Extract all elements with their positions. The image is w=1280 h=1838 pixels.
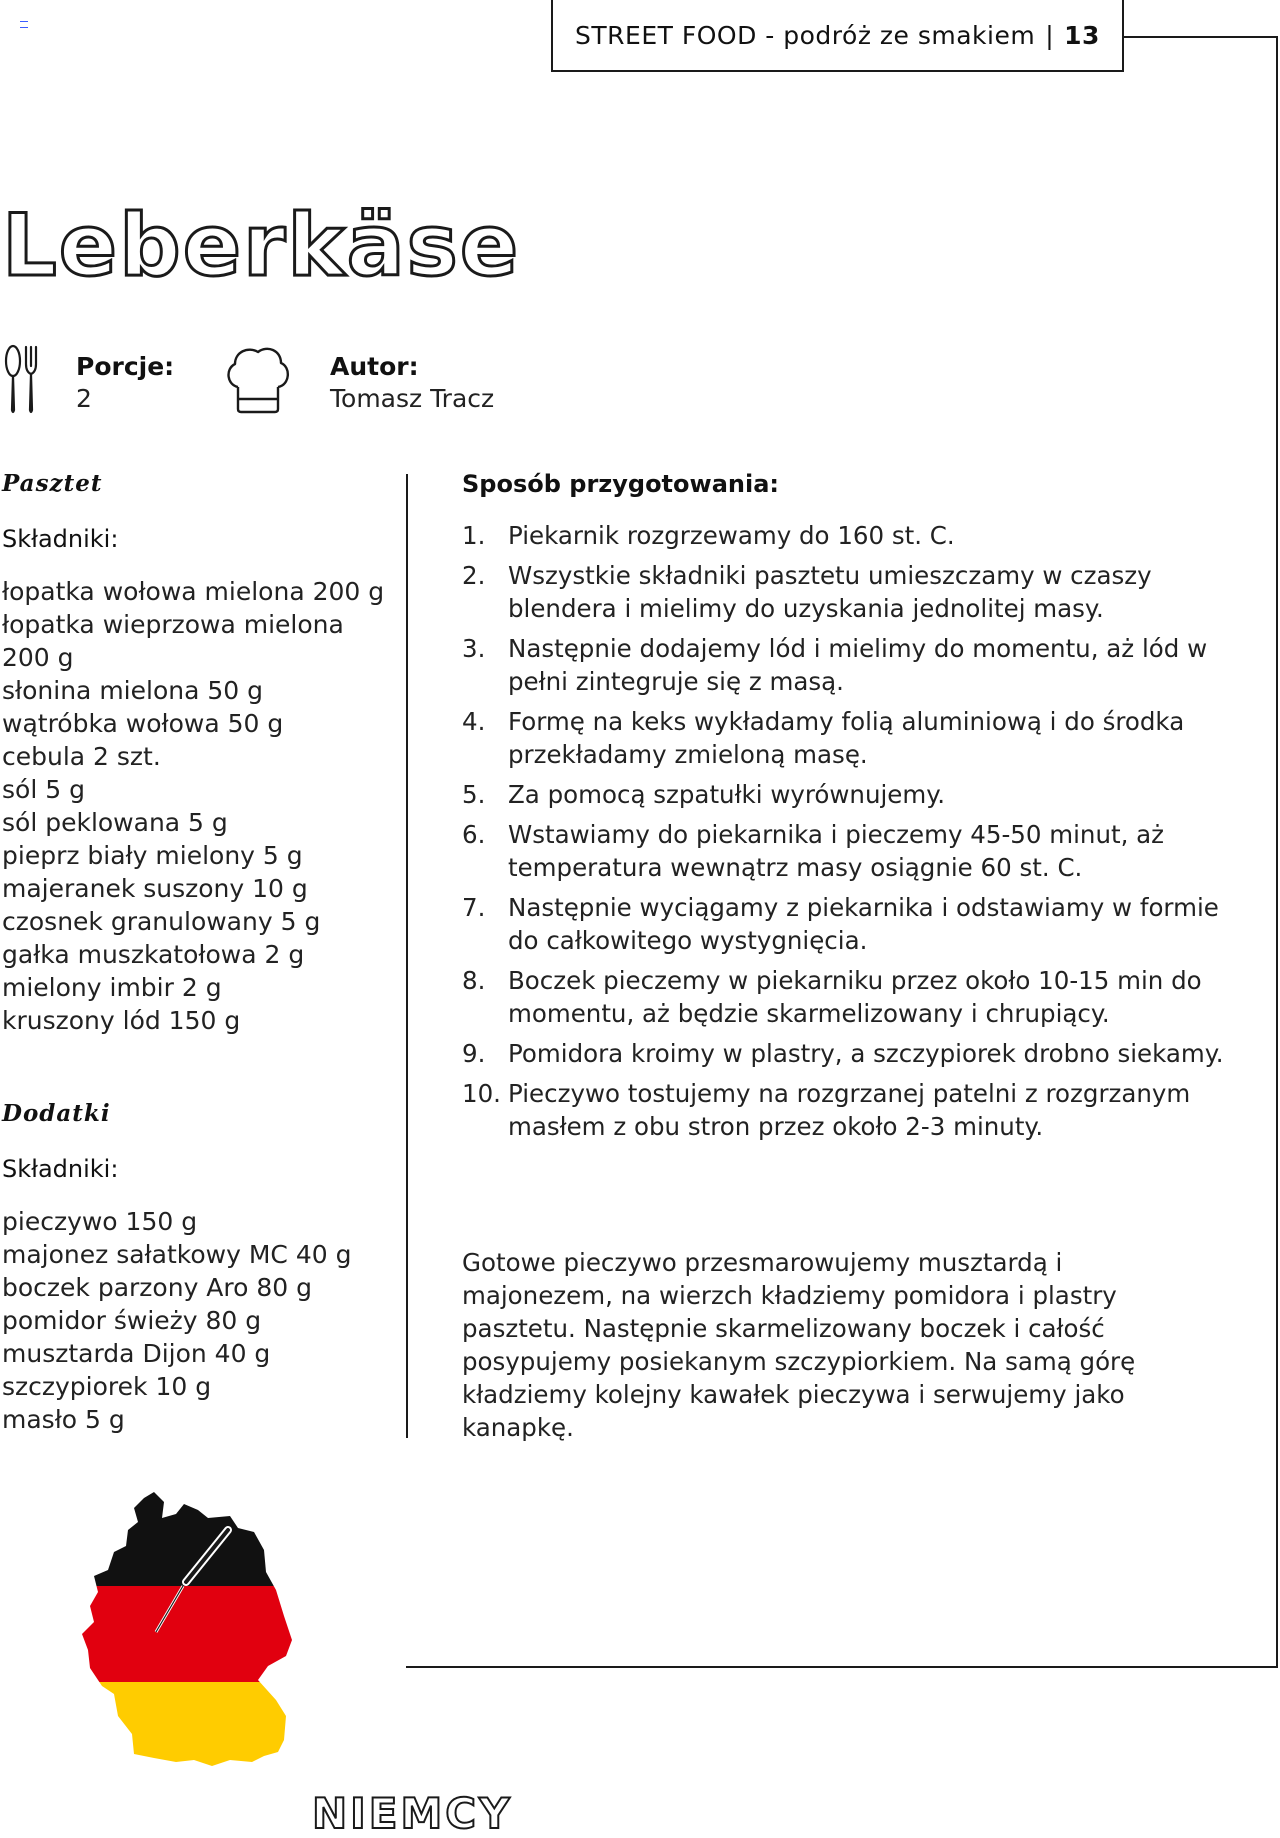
method-heading: Sposób przygotowania:: [462, 470, 779, 498]
method-steps: [462, 519, 1252, 1150]
method-step: [462, 1077, 1252, 1143]
corner-mark: [20, 21, 28, 28]
germany-map-icon: [80, 1490, 300, 1780]
ingredient-item: majonez sałatkowy MC 40 g: [2, 1240, 352, 1269]
ingredient-item: masło 5 g: [2, 1405, 125, 1434]
step-text: Boczek pieczemy w piekarniku przez około 10-15 min do momentu, aż będzie skarmelizowany i chrupiący.: [508, 966, 1202, 1028]
ingredient-item: szczypiorek 10 g: [2, 1372, 212, 1401]
pasztet-ingredients-list: [2, 575, 392, 1037]
step-text: Piekarnik rozgrzewamy do 160 st. C.: [508, 521, 955, 550]
ingredient-item: sól peklowana 5 g: [2, 808, 228, 837]
step-number: 5.: [462, 780, 486, 809]
ingredient-item: słonina mielona 50 g: [2, 676, 263, 705]
ingredient-item: boczek parzony Aro 80 g: [2, 1273, 313, 1302]
cutlery-icon: [2, 344, 42, 416]
page-number: 13: [1064, 20, 1100, 50]
column-divider: [406, 474, 408, 1438]
ingredient-item: 200 g: [2, 643, 74, 672]
method-step: [462, 818, 1252, 884]
frame-line-right: [1276, 36, 1278, 1668]
servings-value: 2: [76, 384, 92, 413]
ingredient-item: kruszony lód 150 g: [2, 1006, 241, 1035]
step-text: Następnie dodajemy lód i mielimy do momentu, aż lód w pełni zintegruje się z masą.: [508, 634, 1208, 696]
dodatki-ingredients-label: Składniki:: [2, 1155, 119, 1183]
ingredient-item: sól 5 g: [2, 775, 85, 804]
step-number: 8.: [462, 966, 486, 995]
step-text: Wszystkie składniki pasztetu umieszczamy w czaszy blendera i mielimy do uzyskania jednolitej masy.: [508, 561, 1152, 623]
step-text: Pomidora kroimy w plastry, a szczypiorek drobno siekamy.: [508, 1039, 1224, 1068]
ingredient-item: majeranek suszony 10 g: [2, 874, 308, 903]
method-step: [462, 705, 1252, 771]
header-separator: |: [1045, 20, 1055, 50]
country-name: NIEMCY: [312, 1789, 513, 1838]
ingredient-item: wątróbka wołowa 50 g: [2, 709, 284, 738]
ingredient-item: pieczywo 150 g: [2, 1207, 198, 1236]
page-header: [551, 0, 1124, 72]
recipe-title: Leberkäse: [2, 196, 521, 296]
method-step: [462, 632, 1252, 698]
step-text: Następnie wyciągamy z piekarnika i odstawiamy w formie do całkowitego wystygnięcia.: [508, 893, 1219, 955]
ingredient-item: pieprz biały mielony 5 g: [2, 841, 303, 870]
step-number: 3.: [462, 634, 486, 663]
ingredient-item: cebula 2 szt.: [2, 742, 161, 771]
ingredient-item: gałka muszkatołowa 2 g: [2, 940, 305, 969]
ingredient-item: czosnek granulowany 5 g: [2, 907, 321, 936]
method-step: [462, 559, 1252, 625]
step-text: Za pomocą szpatułki wyrównujemy.: [508, 780, 946, 809]
chef-hat-icon: [224, 343, 292, 415]
method-step: [462, 519, 1252, 552]
flag-band-gold: [80, 1682, 300, 1780]
step-number: 4.: [462, 707, 486, 736]
ingredient-item: łopatka wołowa mielona 200 g: [2, 577, 385, 606]
step-number: 7.: [462, 893, 486, 922]
method-step: [462, 891, 1252, 957]
step-number: 1.: [462, 521, 486, 550]
step-number: 9.: [462, 1039, 486, 1068]
servings-label: Porcje:: [76, 352, 175, 381]
dodatki-ingredients-list: [2, 1205, 392, 1436]
serving-instructions: Gotowe pieczywo przesmarowujemy musztardą i majonezem, na wierzch kładziemy pomidora i plastry pasztetu. Następnie skarmelizowany boczek i całość posypujemy posiekanym szczypiorkiem. Na samą górę kładziemy kolejny kawałek pieczywa i serwujemy jako kanapkę.: [462, 1248, 1136, 1442]
ingredient-item: mielony imbir 2 g: [2, 973, 222, 1002]
step-text: Formę na keks wykładamy folią aluminiową i do środka przekładamy zmieloną masę.: [508, 707, 1185, 769]
pasztet-heading: Pasztet: [2, 470, 103, 497]
method-step: [462, 1037, 1252, 1070]
ingredient-item: łopatka wieprzowa mielona: [2, 610, 344, 639]
header-title: STREET FOOD - podróż ze smakiem: [575, 20, 1036, 50]
ingredient-item: musztarda Dijon 40 g: [2, 1339, 271, 1368]
method-step: [462, 778, 1252, 811]
flag-band-red: [80, 1586, 300, 1682]
pasztet-ingredients-label: Składniki:: [2, 525, 119, 553]
step-text: Wstawiamy do piekarnika i pieczemy 45-50 minut, aż temperatura wewnątrz masy osiągnie 60 st. C.: [508, 820, 1165, 882]
step-number: 6.: [462, 820, 486, 849]
author-label: Autor:: [330, 352, 419, 381]
frame-line-top: [1124, 36, 1278, 38]
step-number: 10.: [462, 1079, 501, 1108]
step-number: 2.: [462, 561, 486, 590]
frame-line-bottom: [406, 1666, 1278, 1668]
dodatki-heading: Dodatki: [2, 1100, 111, 1127]
step-text: Pieczywo tostujemy na rozgrzanej patelni z rozgrzanym masłem z obu stron przez około 2-3 minuty.: [508, 1079, 1191, 1141]
author-value: Tomasz Tracz: [330, 384, 495, 413]
method-step: [462, 964, 1252, 1030]
ingredient-item: pomidor świeży 80 g: [2, 1306, 262, 1335]
